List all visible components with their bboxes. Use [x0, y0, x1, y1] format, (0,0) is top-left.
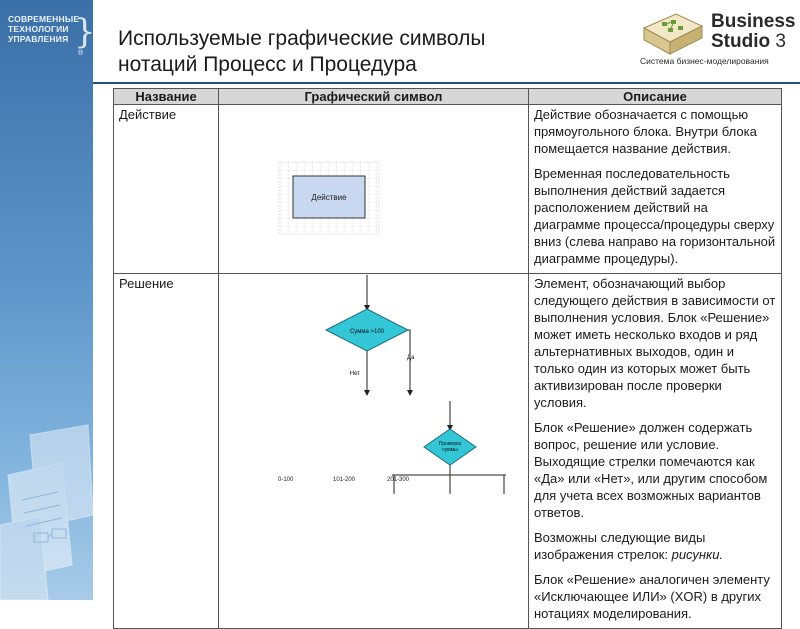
decision-desc-arrows	[534, 529, 777, 563]
decision-2-out-2: 101-200	[333, 477, 356, 483]
page-title-line-1: Используемые графические символы	[118, 27, 486, 50]
table-row-action	[114, 105, 782, 274]
decision-2-out-1: 0-100	[278, 477, 294, 483]
decision-desc-3: Блок «Решение» аналогичен элементу «Исключающее ИЛИ» (XOR) в других нотациях моделирования.	[534, 572, 770, 621]
page-title-line-2: нотаций Процесс и Процедура	[118, 53, 417, 76]
row-decision-symbol	[219, 274, 529, 629]
decision-2-label-1: Проверка	[438, 441, 462, 447]
decision-out-labels	[219, 474, 419, 486]
action-block-label: Действие	[311, 193, 347, 202]
brand-version: 3	[775, 31, 786, 52]
decision-2-label-2: суммы	[442, 447, 458, 453]
table-header-row	[114, 89, 782, 105]
notation-symbols-table	[113, 88, 782, 629]
left-sidebar	[0, 0, 96, 600]
logo-line-3: УПРАВЛЕНИЯ	[8, 34, 69, 44]
decision-1-no-label: Нет	[349, 371, 360, 377]
row-decision-name: Решение	[114, 274, 219, 629]
table-row-decision	[114, 274, 782, 629]
brand-name-studio-word: Studio	[711, 31, 771, 52]
logo-brace: }	[74, 12, 96, 52]
business-studio-logo	[638, 10, 796, 72]
header-symbol: Графический символ	[219, 89, 529, 105]
decision-desc-arrows-italic: рисунки.	[671, 547, 724, 562]
company-logo	[8, 12, 96, 57]
decision-desc-arrows-text: Возможны следующие виды изображения стрелок:	[534, 530, 706, 562]
action-desc-1: Действие обозначается с помощью прямоугольного блока. Внутри блока помещается название действия.	[534, 107, 757, 156]
cube-logo-icon	[638, 10, 708, 56]
decision-desc-2: Блок «Решение» должен содержать вопрос, решение или условие. Выходящие стрелки помечаются как «Да» или «Нет», или другим способом для учета всех возможных вариантов ответов.	[534, 420, 768, 520]
header-description: Описание	[529, 89, 782, 105]
brand-name-studio	[711, 32, 786, 52]
row-action-description	[529, 105, 782, 274]
decision-desc-1: Элемент, обозначающий выбор следующего действия в зависимости от выполнения условия. Блок «Решение» может иметь несколько входов и ряд альтернативных выходов, один и только один из которых может быть активизирован после проверки условия.	[534, 276, 776, 410]
decision-2-out-3: 201-300	[387, 477, 410, 483]
decision-1-label: Сумма >100	[349, 329, 385, 335]
row-action-symbol	[219, 105, 529, 274]
decision-1-yes-label: Да	[407, 355, 415, 361]
row-action-name: Действие	[114, 105, 219, 274]
logo-line-2: ТЕХНОЛОГИИ	[8, 24, 69, 34]
documents-illustration	[0, 405, 93, 600]
decision-diagram	[224, 275, 524, 495]
row-decision-description	[529, 274, 782, 629]
action-block-diagram	[224, 106, 424, 261]
brand-tagline: Система бизнес-моделирования	[640, 56, 769, 66]
page-title	[118, 26, 588, 78]
header-name: Название	[114, 89, 219, 105]
action-desc-2: Временная последовательность выполнения действий задается расположением действий на диаграмме процесса/процедуры сверху вниз (слева направо на горизонтальной диаграмме процедуры).	[534, 166, 776, 266]
brand-name-business: Business	[711, 11, 796, 32]
logo-line-1: СОВРЕМЕННЫЕ	[8, 14, 80, 24]
header-rule	[93, 82, 800, 84]
logo-registered-mark: ®	[78, 50, 84, 57]
